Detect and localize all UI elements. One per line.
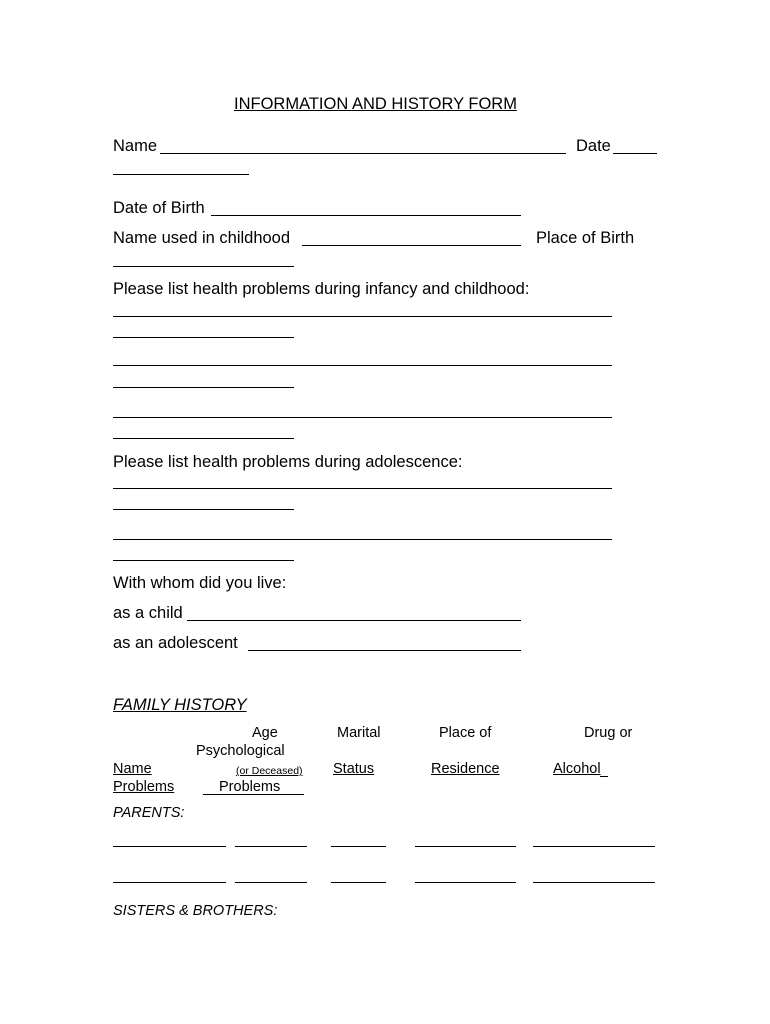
col-header-psychological: Psychological [196,743,285,759]
adolescence-health-line-2b[interactable] [113,560,294,561]
dob-label: Date of Birth [113,199,205,217]
childhood-health-label: Please list health problems during infancy and childhood: [113,280,530,298]
childhood-health-line-1b[interactable] [113,337,294,338]
form-title: INFORMATION AND HISTORY FORM [234,95,517,113]
place-of-birth-field[interactable] [113,266,294,267]
childhood-health-line-3[interactable] [113,417,612,418]
parent-1-marital-field[interactable] [331,846,386,847]
date-label: Date [576,137,611,155]
col-header-residence: Residence [431,761,500,777]
adolescence-health-label: Please list health problems during adolescence: [113,453,463,471]
col-header-age: Age [252,725,278,741]
as-child-label: as a child [113,604,183,622]
childhood-name-label: Name used in childhood [113,229,291,247]
parent-1-age-field[interactable] [235,846,307,847]
childhood-health-line-2[interactable] [113,365,612,366]
col-header-alcohol-underline-extension [600,776,608,777]
date-field[interactable] [613,153,657,154]
childhood-health-line-3b[interactable] [113,438,294,439]
parents-label: PARENTS: [113,805,185,821]
as-adolescent-field[interactable] [248,650,521,651]
as-adolescent-label: as an adolescent [113,634,238,652]
date-field-continued[interactable] [113,174,249,175]
col-header-status: Status [333,761,375,777]
parent-2-age-field[interactable] [235,882,307,883]
dob-field[interactable] [211,215,521,216]
col-header-place-of: Place of [439,725,492,741]
family-history-heading: FAMILY HISTORY [113,696,247,714]
siblings-label: SISTERS & BROTHERS: [113,903,278,919]
parent-1-residence-field[interactable] [415,846,516,847]
name-field[interactable] [160,153,566,154]
adolescence-health-line-1b[interactable] [113,509,294,510]
col-header-or-deceased: (or Deceased) [236,765,303,777]
childhood-health-line-2b[interactable] [113,387,294,388]
parent-1-alcohol-field[interactable] [533,846,655,847]
name-label: Name [113,137,158,155]
col-header-problems-psych: Problems [219,779,281,795]
adolescence-health-line-2[interactable] [113,539,612,540]
col-header-problems: Problems [113,779,175,795]
parent-2-marital-field[interactable] [331,882,386,883]
place-of-birth-label: Place of Birth [536,229,635,247]
parent-2-alcohol-field[interactable] [533,882,655,883]
col-header-name: Name [113,761,152,777]
col-header-drug-or: Drug or [584,725,633,741]
parent-2-name-field[interactable] [113,882,226,883]
adolescence-health-line-1[interactable] [113,488,612,489]
lived-with-label: With whom did you live: [113,574,287,592]
as-child-field[interactable] [187,620,521,621]
childhood-name-field[interactable] [302,245,521,246]
parent-1-name-field[interactable] [113,846,226,847]
childhood-health-line-1[interactable] [113,316,612,317]
col-header-alcohol: Alcohol [553,761,601,777]
col-header-marital: Marital [337,725,381,741]
parent-2-residence-field[interactable] [415,882,516,883]
